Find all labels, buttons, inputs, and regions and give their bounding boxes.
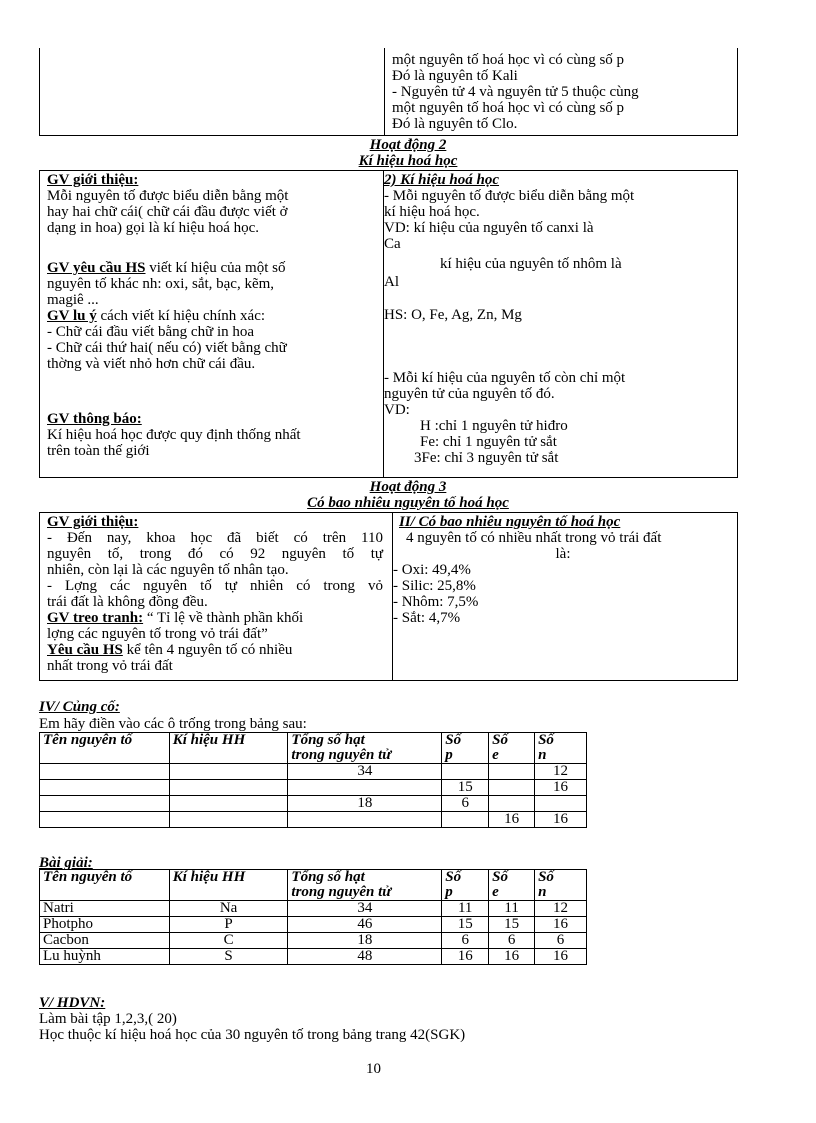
list-item: - Oxi: 49,4% (393, 562, 471, 578)
header-cell (535, 733, 587, 764)
table-cell[interactable] (442, 812, 489, 828)
header-text: Số (492, 732, 508, 748)
list-item: - Sắt: 4,7% (393, 610, 461, 626)
header-text: Số (445, 732, 462, 748)
table-cell: 16 (535, 949, 587, 965)
table-cell: 16 (489, 949, 535, 965)
activity2-title: Hoạt động 2 (369, 137, 447, 153)
text-line: kể tên 4 nguyên tố có nhiều (122, 642, 293, 658)
header-text: Số (538, 732, 554, 748)
table-header-row (40, 870, 587, 901)
table-cell: 6 (535, 933, 587, 949)
text-line: trên toàn thế giới (47, 443, 150, 459)
gv-intro-label: GV giới thiệu: (47, 514, 139, 530)
header-text: n (538, 884, 547, 900)
table-header-row (40, 733, 587, 764)
solution-title: Bài giải: (39, 855, 93, 871)
table-cell[interactable] (288, 812, 442, 828)
table-cell[interactable] (169, 796, 288, 812)
header-text: Tổng số hạt (291, 732, 365, 748)
text-line: magiê ... (47, 292, 99, 308)
header-text: Tổng số hạt (291, 869, 365, 885)
header-cell (442, 733, 489, 764)
homework-line: Học thuộc kí hiệu hoá học của 30 nguyên tố trong bảng trang 42(SGK) (39, 1027, 466, 1043)
header-text: trong nguyên tử (291, 747, 392, 763)
consolidation-title: IV/ Củng cố: (39, 699, 120, 715)
text-line: - Đến nay, khoa học đã biết có trên 110 (47, 530, 383, 546)
text-line: cách viết kí hiệu chính xác: (96, 308, 266, 324)
text-line: nguyên tử của nguyên tố đó. (384, 386, 555, 402)
exercise-table (39, 732, 587, 828)
activity2-right-cell (384, 171, 634, 477)
activity3-subtitle: Có bao nhiêu nguyên tố hoá học (307, 495, 509, 511)
table-cell: 16 (535, 812, 587, 828)
text-line: - Chữ cái thứ hai( nếu có) viết bằng chữ (47, 340, 287, 356)
table-cell: 15 (442, 780, 489, 796)
table-cell[interactable] (288, 780, 442, 796)
table-cell[interactable] (489, 764, 535, 780)
text-line: hay hai chữ cái( chữ cái đầu được viết ở (47, 204, 288, 220)
table-cell: 18 (288, 933, 442, 949)
table-row (40, 917, 587, 933)
table-cell: 11 (442, 901, 489, 917)
table-cell[interactable] (40, 812, 170, 828)
gv-request-label: GV yêu cầu HS (47, 260, 146, 276)
text-line: nguyên tố khác nh: oxi, sắt, bạc, kẽm, (47, 276, 275, 292)
section-label: II/ Có bao nhiêu nguyên tố hoá học (399, 514, 621, 530)
consolidation-instruction: Em hãy điền vào các ô trống trong bảng sau: (39, 716, 307, 732)
text-line: Kí hiệu hoá học được quy định thống nhất (47, 427, 301, 443)
text-line: nguyên tố, trong đó có 92 nguyên tố tự (47, 546, 383, 562)
activity2-table (39, 170, 738, 478)
gv-note-label: GV lu ý (47, 308, 97, 324)
table-cell[interactable] (442, 764, 489, 780)
text-line: HS: O, Fe, Ag, Zn, Mg (384, 307, 522, 323)
table-cell: 46 (288, 917, 442, 933)
text-line: - Mỗi nguyên tố được biểu diễn bằng một (384, 188, 635, 204)
text-line: viết kí hiệu của một số (145, 260, 286, 276)
header-cell (489, 870, 535, 901)
gv-intro-label: GV giới thiệu: (47, 172, 139, 188)
text-line: kí hiệu hoá học. (384, 204, 480, 220)
header-text: n (538, 747, 547, 763)
activity3-left-cell (40, 513, 393, 680)
table-cell: 18 (288, 796, 442, 812)
table-row (40, 796, 587, 812)
table-cell[interactable] (535, 796, 587, 812)
table-cell[interactable] (40, 780, 170, 796)
header-cell: Tên nguyên tố (40, 870, 170, 901)
table-cell: Na (169, 901, 288, 917)
text-line: nhất trong vỏ trái đất (47, 658, 173, 674)
text-line: trái đất là không đồng đều. (47, 594, 208, 610)
table-cell: 6 (489, 933, 535, 949)
text-line: Mỗi nguyên tố được biểu diễn bằng một (47, 188, 289, 204)
text-line: H :chỉ 1 nguyên tử hiđro (420, 418, 568, 434)
text-line: lợng các nguyên tố trong vỏ trái đất” (47, 626, 268, 642)
header-cell (288, 870, 442, 901)
top-left-cell (40, 48, 385, 135)
table-cell: 16 (442, 949, 489, 965)
table-row (40, 764, 587, 780)
header-cell: Tên nguyên tố (40, 733, 170, 764)
header-cell (442, 870, 489, 901)
table-cell: 11 (489, 901, 535, 917)
gv-picture-label: GV treo tranh: (47, 610, 144, 626)
text-line: 4 nguyên tố có nhiều nhất trong vỏ trái đất (406, 530, 662, 546)
table-cell: 16 (489, 812, 535, 828)
header-text: Số (538, 869, 554, 885)
activity3-right-cell (393, 513, 737, 680)
request-label: Yêu cầu HS (47, 642, 123, 658)
list-item: - Silic: 25,8% (393, 578, 476, 594)
gv-notice-label: GV thông báo: (47, 411, 142, 427)
header-text: e (492, 884, 499, 900)
header-text: trong nguyên tử (291, 884, 392, 900)
table-cell: 12 (535, 764, 587, 780)
table-cell: P (169, 917, 288, 933)
text-line: dạng in hoa) gọi là kí hiệu hoá học. (47, 220, 260, 236)
text-line: - Mỗi kí hiệu của nguyên tố còn chỉ một (384, 370, 626, 386)
header-cell: Kí hiệu HH (169, 870, 288, 901)
homework-line: Làm bài tập 1,2,3,( 20) (39, 1011, 177, 1027)
text-line: 3Fe: chỉ 3 nguyên tử sắt (414, 450, 559, 466)
table-row (40, 780, 587, 796)
text-line: - Nguyên tử 4 và nguyên tử 5 thuộc cùng (392, 84, 639, 100)
text-line: Đó là nguyên tố Kali (392, 68, 518, 84)
text-line: kí hiệu của nguyên tố nhôm là (440, 256, 622, 272)
text-line: - Lợng các nguyên tố tự nhiên có trong vỏ (47, 578, 383, 594)
table-cell[interactable] (489, 796, 535, 812)
activity3-table (39, 512, 738, 681)
table-cell[interactable] (489, 780, 535, 796)
list-item: - Nhôm: 7,5% (393, 594, 479, 610)
table-cell: 15 (489, 917, 535, 933)
header-cell (489, 733, 535, 764)
table-cell: 15 (442, 917, 489, 933)
text-line: VD: (384, 402, 410, 418)
header-text: Số (492, 869, 508, 885)
table-cell[interactable] (169, 764, 288, 780)
table-cell[interactable] (169, 780, 288, 796)
header-text: p (445, 747, 453, 763)
table-cell: C (169, 933, 288, 949)
table-cell: 6 (442, 796, 489, 812)
table-cell: 12 (535, 901, 587, 917)
text-line: Al (384, 274, 399, 290)
table-cell: 16 (535, 780, 587, 796)
text-line: nhiên, còn lại là các nguyên tố nhân tạo. (47, 562, 289, 578)
solution-table (39, 869, 587, 965)
table-row (40, 901, 587, 917)
page-number: 10 (366, 1061, 381, 1077)
table-cell: 34 (288, 764, 442, 780)
top-right-cell (392, 52, 639, 135)
header-cell: Kí hiệu HH (169, 733, 288, 764)
text-line: một nguyên tố hoá học vì có cùng số p (392, 52, 625, 68)
table-cell[interactable] (40, 796, 170, 812)
table-cell[interactable] (169, 812, 288, 828)
text-line: Đó là nguyên tố Clo. (392, 116, 518, 132)
header-text: e (492, 747, 499, 763)
table-cell: Natri (40, 901, 170, 917)
text-line: một nguyên tố hoá học vì có cùng số p (392, 100, 625, 116)
top-continuation-table (39, 48, 738, 136)
activity3-title: Hoạt động 3 (369, 479, 447, 495)
table-row (40, 933, 587, 949)
activity2-subtitle: Kí hiệu hoá học (358, 153, 458, 169)
text-line: VD: kí hiệu của nguyên tố canxi là (384, 220, 594, 236)
homework-title: V/ HDVN: (39, 995, 106, 1011)
table-cell: 6 (442, 933, 489, 949)
text-line: Ca (384, 236, 401, 252)
table-cell: Cacbon (40, 933, 170, 949)
table-cell: 48 (288, 949, 442, 965)
activity2-left-cell (40, 171, 384, 477)
text-line: “ Tỉ lệ về thành phần khối (143, 610, 304, 626)
header-cell (535, 870, 587, 901)
table-cell[interactable] (40, 764, 170, 780)
section-label: 2) Kí hiệu hoá học (384, 172, 500, 188)
text-line: là: (555, 546, 571, 562)
table-cell: Lu huỳnh (40, 949, 170, 965)
text-line: thờng và viết nhỏ hơn chữ cái đầu. (47, 356, 256, 372)
header-text: Số (445, 869, 462, 885)
table-cell: 34 (288, 901, 442, 917)
table-row (40, 949, 587, 965)
table-row (40, 812, 587, 828)
table-cell: Photpho (40, 917, 170, 933)
header-cell (288, 733, 442, 764)
text-line: Fe: chỉ 1 nguyên tử sắt (420, 434, 557, 450)
text-line: - Chữ cái đầu viết bằng chữ in hoa (47, 324, 255, 340)
table-cell: 16 (535, 917, 587, 933)
header-text: p (445, 884, 453, 900)
table-cell: S (169, 949, 288, 965)
